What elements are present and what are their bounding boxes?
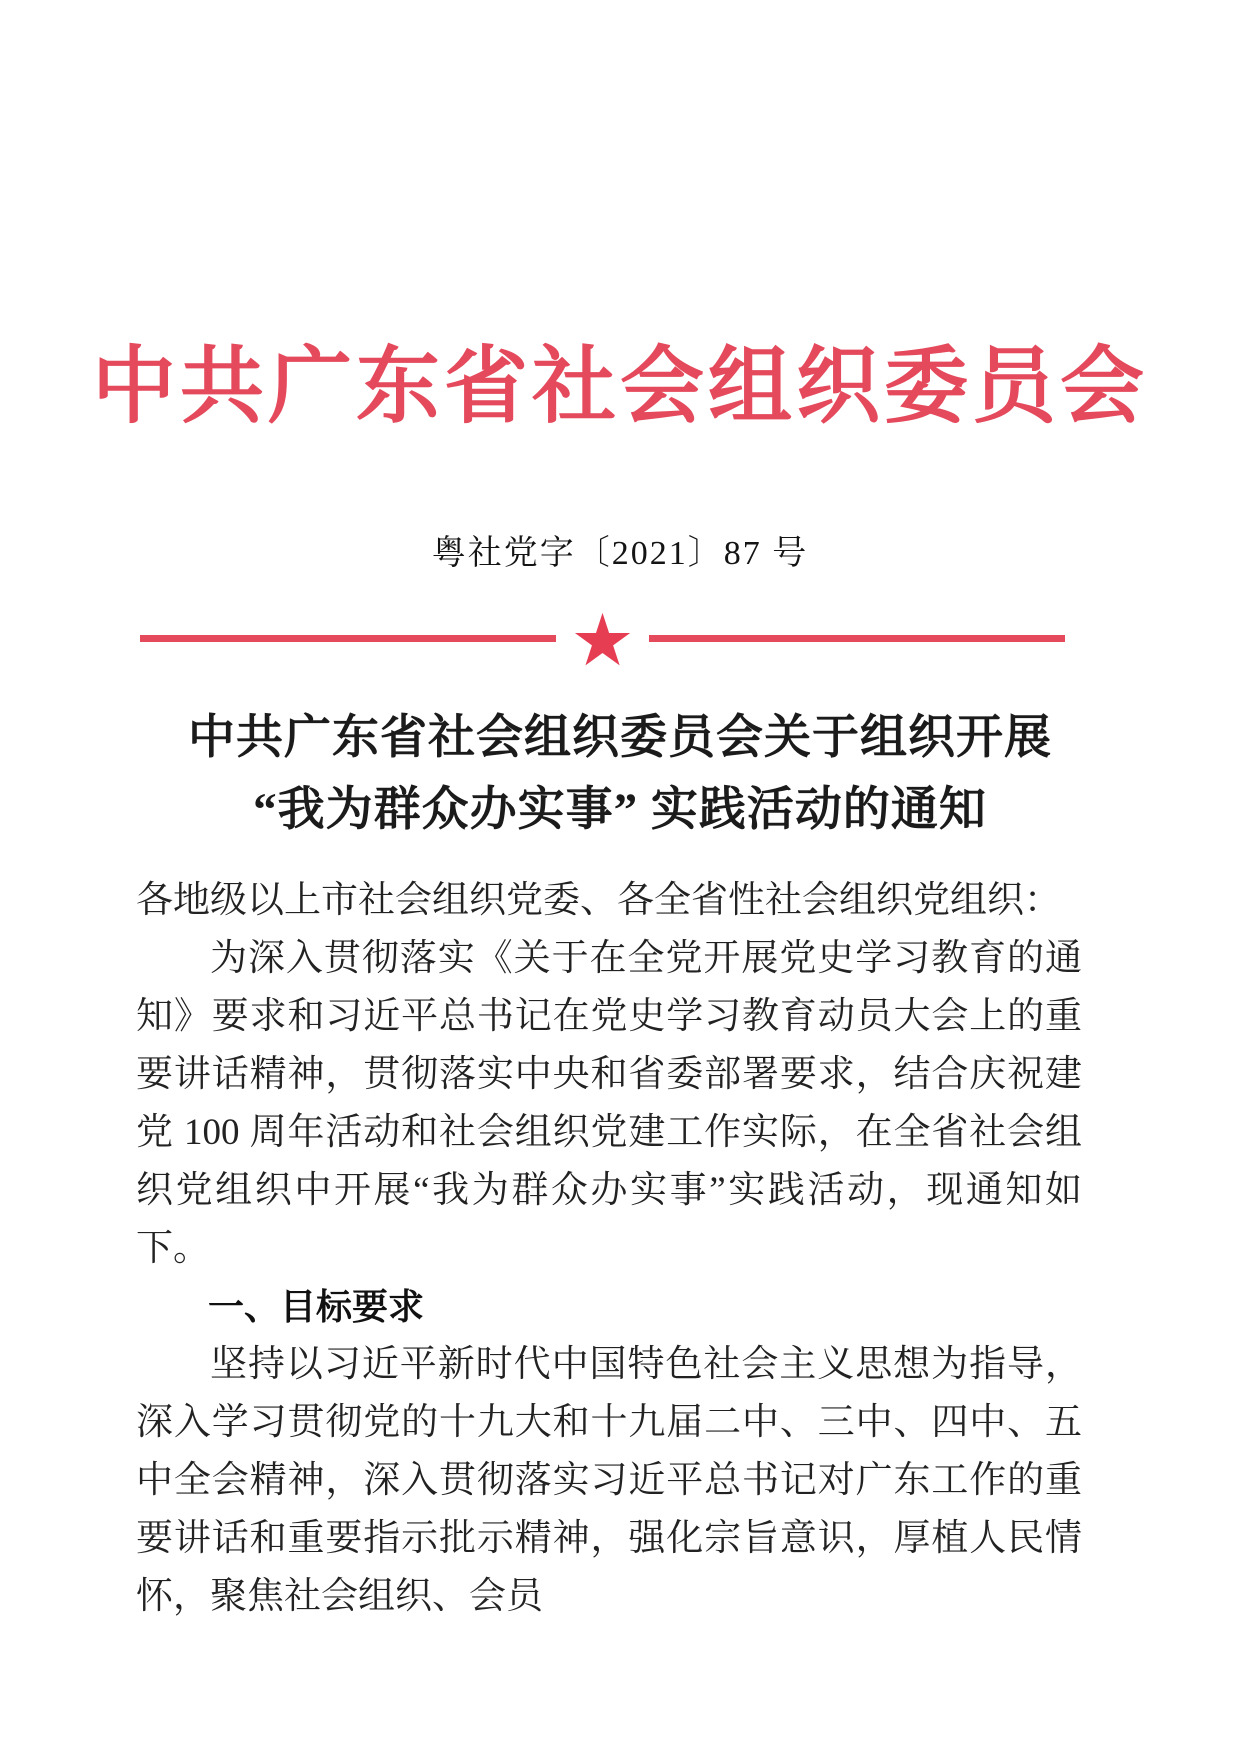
header-divider <box>140 598 1065 682</box>
divider-line-left <box>140 635 556 642</box>
intro-paragraph: 为深入贯彻落实《关于在全党开展党史学习教育的通知》要求和习近平总书记在党史学习教育动员大会上的重要讲话精神，贯彻落实中央和省委部署要求，结合庆祝建党 100 周年活动和社会组织党建工作实际，在全省社会组织党组织中开展“我为群众办实事”实践活动，现通知如下。 <box>136 938 1082 1269</box>
body-text <box>136 872 1082 1626</box>
issuing-agency-title: 中共广东省社会组织委员会 <box>91 341 1148 434</box>
document-title <box>0 702 1240 846</box>
section1-paragraph: 坚持以习近平新时代中国特色社会主义思想为指导，深入学习贯彻党的十九大和十九届二中、三中、四中、五中全会精神，深入贯彻落实习近平总书记对广东工作的重要讲话和重要指示批示精神，强化宗旨意识，厚植人民情怀，聚焦社会组织、会员 <box>136 1344 1082 1617</box>
document-number: 粤社党字〔2021〕87 号 <box>431 535 809 572</box>
document-title-line2: “我为群众办实事” 实践活动的通知 <box>253 784 987 836</box>
star-icon: ★ <box>570 598 635 682</box>
document-title-line1: 中共广东省社会组织委员会关于组织开展 <box>188 712 1052 764</box>
section-heading-1: 一、目标要求 <box>208 1286 425 1327</box>
divider-line-right <box>649 635 1065 642</box>
salutation-line: 各地级以上市社会组织党委、各全省性社会组织党组织： <box>136 880 1061 921</box>
